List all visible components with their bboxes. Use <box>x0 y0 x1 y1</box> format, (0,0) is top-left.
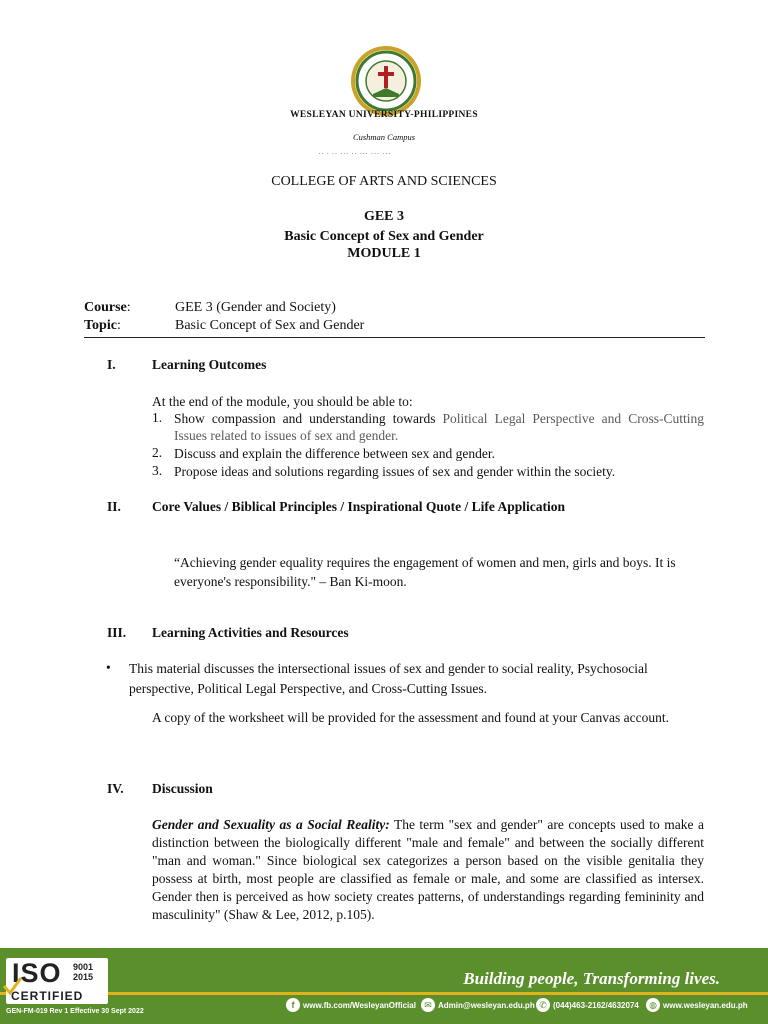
course-code-heading: GEE 3 <box>363 209 405 224</box>
iso-label: ISO <box>12 958 62 988</box>
form-code: GEN-FM-019 Rev 1 Effective 30 Sept 2022 <box>6 1008 144 1015</box>
footer-website[interactable]: ◍ www.wesleyan.edu.ph <box>646 998 748 1012</box>
section-2-number: II. <box>107 499 121 514</box>
outcome-2-text: Discuss and explain the difference between sex and gender. <box>174 446 496 461</box>
outcome-1-number: 1. <box>152 410 163 425</box>
footer-email[interactable]: ✉ Admin@wesleyan.edu.ph <box>421 998 535 1012</box>
module-heading: MODULE 1 <box>347 246 421 261</box>
cropped-address-line: ·· · ·· ··· ·· ··· ··· ··· <box>318 153 391 158</box>
iso-year: 9001 2015 <box>73 962 94 982</box>
section-4-number: IV. <box>107 781 124 796</box>
campus-name: Cushman Campus <box>352 132 416 142</box>
email-icon: ✉ <box>421 998 435 1012</box>
section-3-number: III. <box>107 625 127 640</box>
discussion-lead: Gender and Sexuality as a Social Reality: <box>152 817 390 832</box>
college-name: COLLEGE OF ARTS AND SCIENCES <box>271 174 497 189</box>
outcome-3-text: Propose ideas and solutions regarding issues of sex and gender within the society. <box>174 464 616 479</box>
section-2-title: Core Values / Biblical Principles / Inspirational Quote / Life Application <box>152 499 566 514</box>
iso-check-icon <box>2 976 22 996</box>
footer-phone[interactable]: ✆ (044)463-2162/4632074 <box>536 998 639 1012</box>
topic-value: Basic Concept of Sex and Gender <box>175 318 365 333</box>
topic-label: Topic: <box>84 318 121 333</box>
footer-facebook[interactable]: f www.fb.com/WesleyanOfficial <box>286 998 416 1012</box>
outcomes-intro: At the end of the module, you should be able to: <box>152 394 413 409</box>
worksheet-note: A copy of the worksheet will be provided for the assessment and found at your Canvas account. <box>152 710 669 725</box>
footer-slogan: Building people, Transforming lives. <box>463 969 720 988</box>
subject-heading: Basic Concept of Sex and Gender <box>284 229 484 244</box>
discussion-paragraph: Gender and Sexuality as a Social Reality: The term "sex and gender" are concepts used to make a distinction between the biologically different "male and female" and between the socially different "man and woman." Since biological sex categorizes a person based on the visible genitalia they possess at birth, most people are classified as female or male, and some are classified as intersex. Gender then is perceived as how society creates patterns, of understandings regarding femininity and masculinity" (Shaw & Lee, 2012, p.105). <box>152 817 705 922</box>
facebook-icon: f <box>286 998 300 1012</box>
inspirational-quote: “Achieving gender equality requires the engagement of women and men, girls and boys. It is everyone's responsibility." – Ban Ki-moon. <box>174 555 676 589</box>
phone-icon: ✆ <box>536 998 550 1012</box>
university-name: WESLEYAN UNIVERSITY-PHILIPPINES <box>290 110 478 120</box>
web-icon: ◍ <box>646 998 660 1012</box>
section-1-number: I. <box>107 357 116 372</box>
divider <box>84 337 705 338</box>
section-1-title: Learning Outcomes <box>152 357 267 372</box>
outcome-2-number: 2. <box>152 445 163 460</box>
course-value: GEE 3 (Gender and Society) <box>175 300 336 315</box>
resources-description: This material discusses the intersectional issues of sex and gender to social reality, Psychosocial perspective, Political Legal Perspective, and Cross-Cutting Issues. <box>129 661 648 696</box>
section-3-title: Learning Activities and Resources <box>152 625 349 640</box>
bullet-icon: • <box>106 660 111 675</box>
outcome-1-text: Show compassion and understanding towards Political Legal Perspective and Cross-Cutting Issues related to issues of sex and gender. <box>174 411 704 443</box>
iso-certified-label: CERTIFIED <box>11 989 84 1003</box>
footer-accent-line <box>0 992 768 995</box>
section-4-title: Discussion <box>152 781 213 796</box>
course-label: Course: <box>84 300 131 315</box>
university-seal-icon <box>349 44 423 118</box>
outcome-3-number: 3. <box>152 463 163 478</box>
